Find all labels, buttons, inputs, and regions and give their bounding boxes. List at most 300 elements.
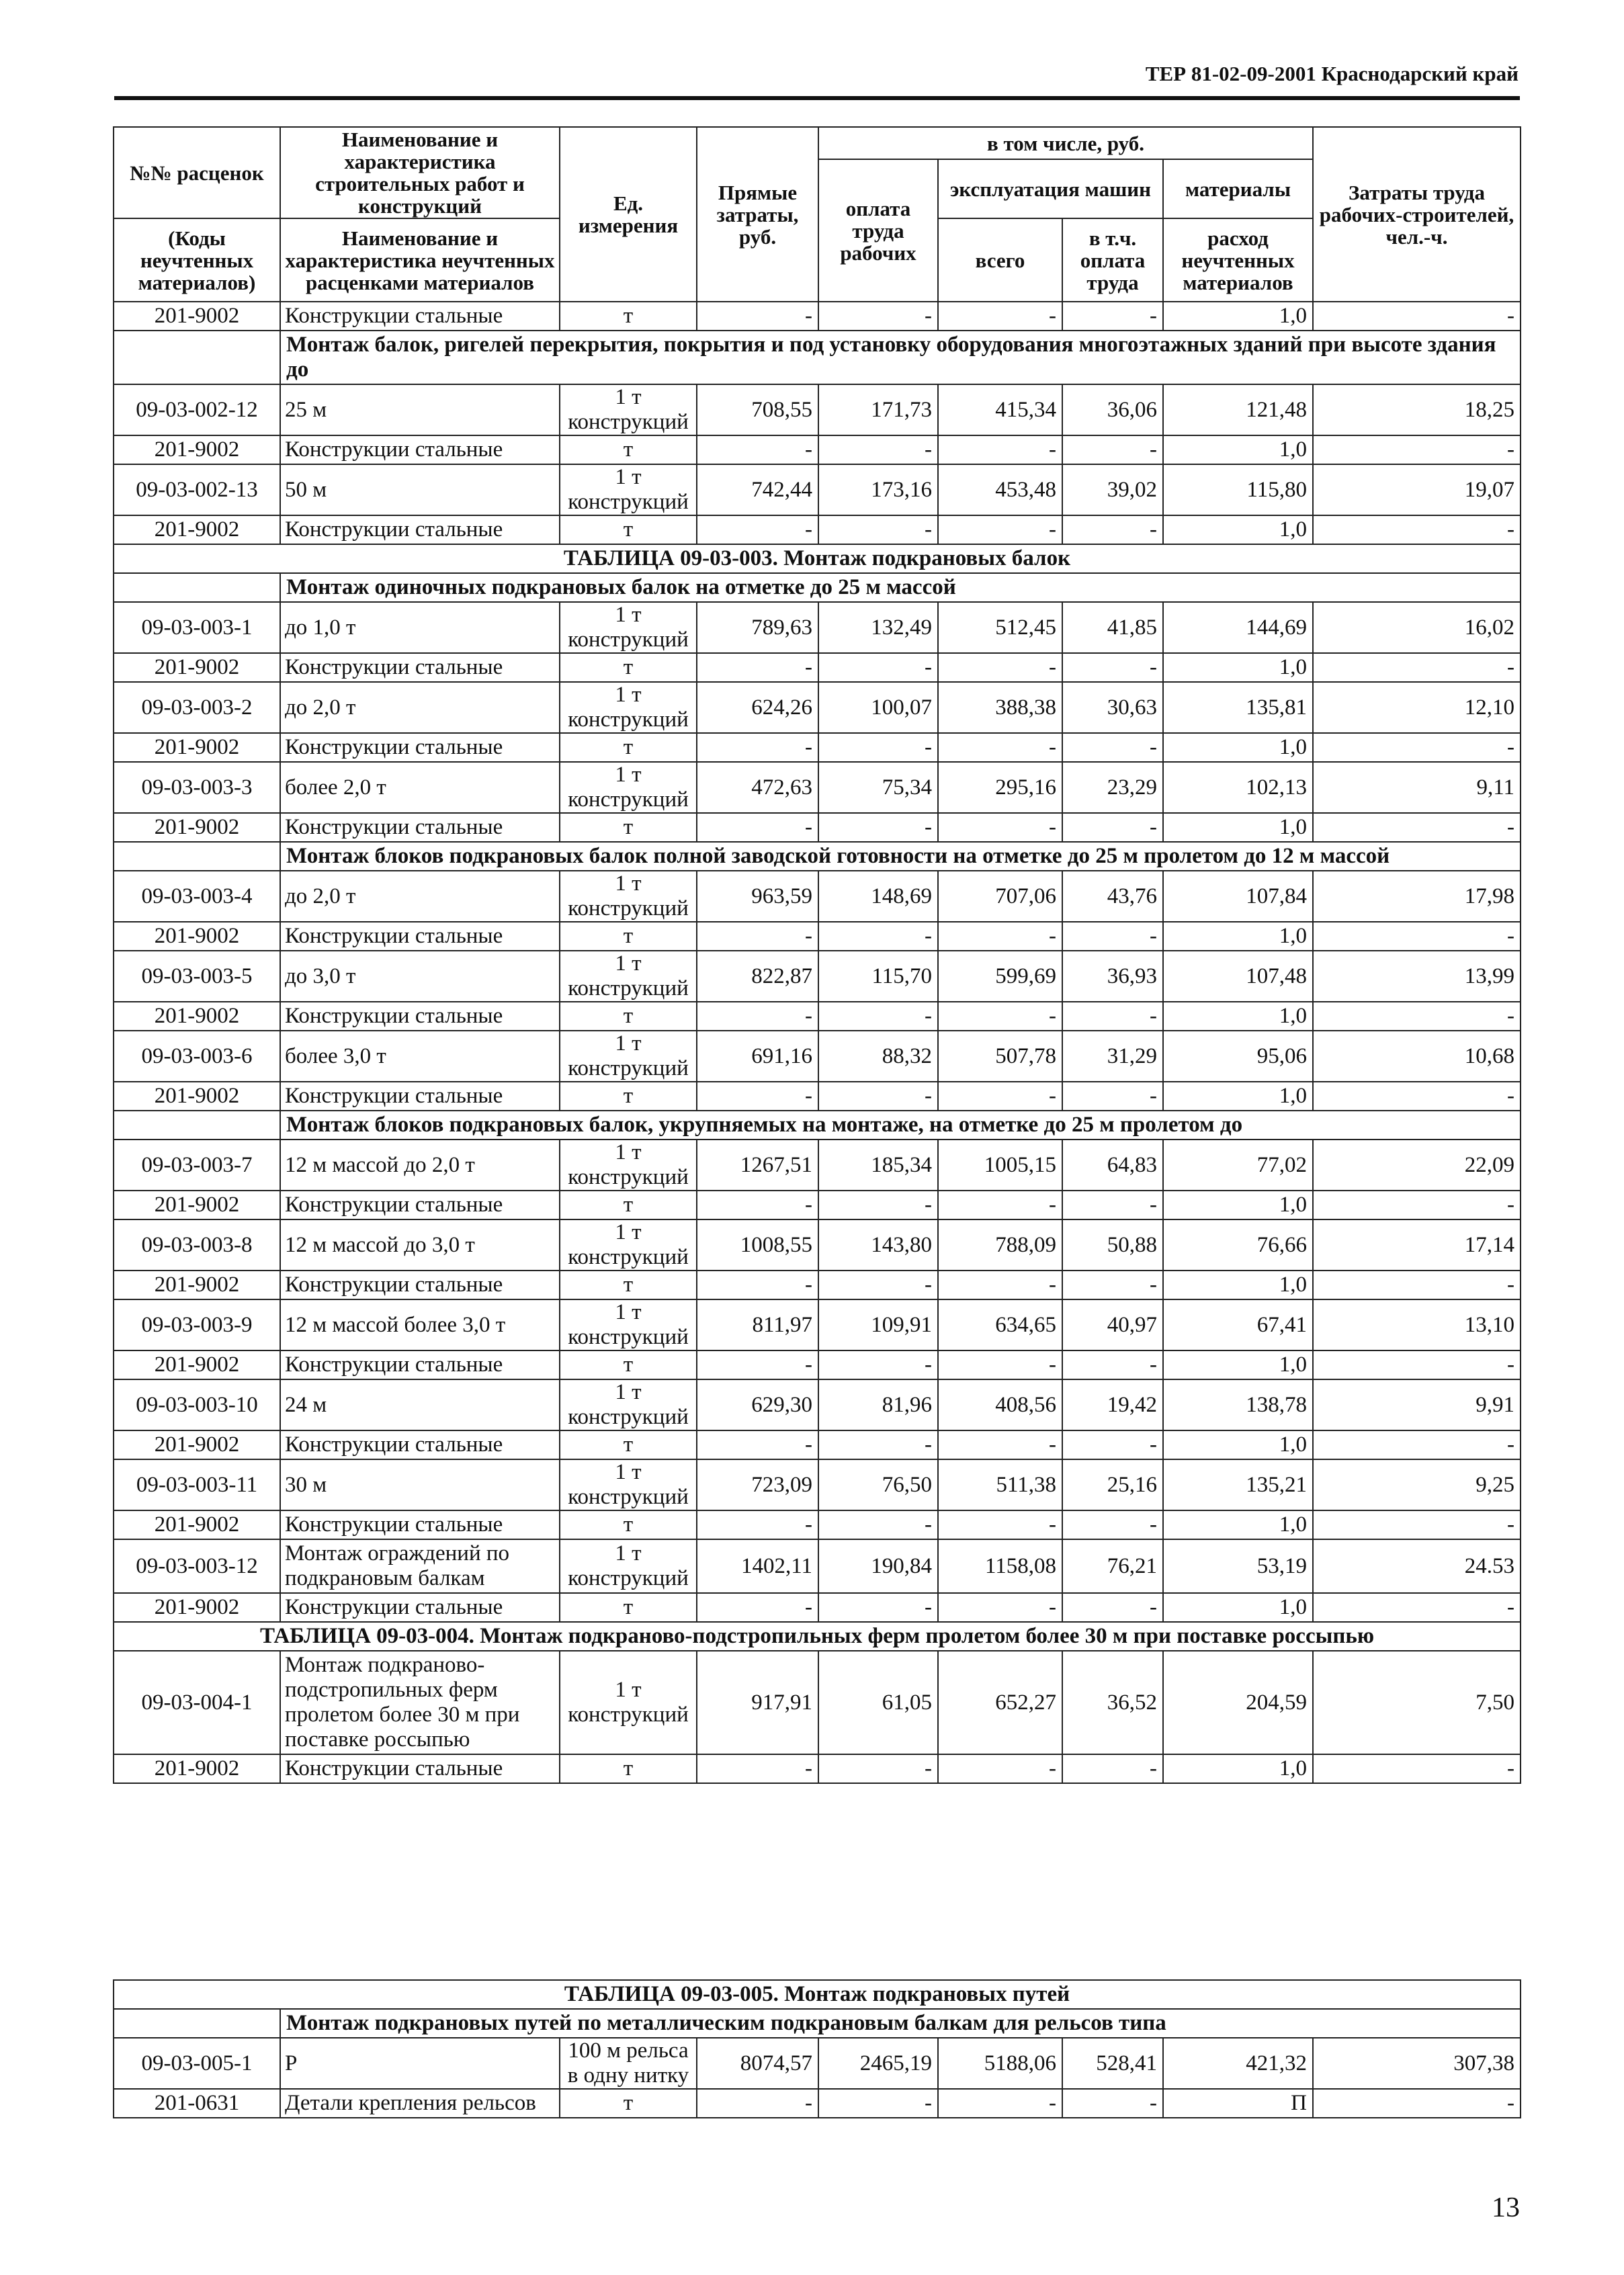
rate-code: 09-03-003-5 [114, 951, 280, 1002]
section-title: Монтаж блоков подкрановых балок полной заводской готовности на отметке до 25 м пролетом до 12 м массой [280, 842, 1521, 871]
header-incl: в том числе, руб. [818, 127, 1313, 159]
machines-total-cell: - [938, 813, 1062, 842]
machines-labor-cell: - [1062, 813, 1163, 842]
machines-labor-cell: 64,83 [1062, 1140, 1163, 1191]
unit-cell: т [560, 1271, 697, 1299]
work-name: до 3,0 т [280, 951, 560, 1002]
material-row [114, 1350, 1521, 1379]
machines-total-cell: - [938, 2089, 1062, 2118]
labor-pay-cell: - [818, 733, 938, 762]
material-row [114, 1754, 1521, 1783]
labor-pay-cell: - [818, 813, 938, 842]
material-row [114, 1191, 1521, 1219]
labor-pay-cell: 143,80 [818, 1219, 938, 1271]
rate-code: 09-03-003-6 [114, 1031, 280, 1082]
rate-code: 09-03-003-1 [114, 602, 280, 653]
rate-code: 09-03-003-3 [114, 762, 280, 813]
labor-pay-cell: - [818, 515, 938, 544]
material-name: Конструкции стальные [280, 653, 560, 682]
unit-cell: т [560, 1082, 697, 1111]
direct-costs-cell: - [697, 922, 818, 951]
labor-hours-cell: - [1313, 515, 1521, 544]
unit-cell: 1 т конструкций [560, 602, 697, 653]
direct-costs-cell: 1267,51 [697, 1140, 818, 1191]
unit-cell: т [560, 1350, 697, 1379]
rate-row [114, 464, 1521, 515]
rate-code: 09-03-002-13 [114, 464, 280, 515]
machines-total-cell: 415,34 [938, 384, 1062, 435]
materials-cell: 1,0 [1163, 1082, 1313, 1111]
unit-cell: 1 т конструкций [560, 1459, 697, 1510]
materials-cell: 1,0 [1163, 733, 1313, 762]
materials-cell: 67,41 [1163, 1299, 1313, 1350]
unit-cell: т [560, 1754, 697, 1783]
unit-cell: 1 т конструкций [560, 1651, 697, 1754]
material-code: 201-9002 [114, 1350, 280, 1379]
machines-total-cell: - [938, 1593, 1062, 1622]
labor-hours-cell: 24.53 [1313, 1539, 1521, 1593]
running-header: ТЕР 81-02-09-2001 Краснодарский край [1145, 62, 1519, 85]
material-code: 201-9002 [114, 1754, 280, 1783]
direct-costs-cell: - [697, 2089, 818, 2118]
direct-costs-cell: 811,97 [697, 1299, 818, 1350]
materials-cell: 1,0 [1163, 653, 1313, 682]
material-name: Конструкции стальные [280, 813, 560, 842]
rate-row [114, 951, 1521, 1002]
labor-hours-cell: 9,25 [1313, 1459, 1521, 1510]
machines-total-cell: - [938, 733, 1062, 762]
labor-pay-cell: - [818, 1082, 938, 1111]
material-row [114, 1271, 1521, 1299]
labor-hours-cell: - [1313, 302, 1521, 331]
unit-cell: 1 т конструкций [560, 871, 697, 922]
unit-cell: т [560, 2089, 697, 2118]
machines-labor-cell: - [1062, 515, 1163, 544]
unit-cell: 1 т конструкций [560, 464, 697, 515]
work-name: Монтаж подкраново-подстропильных ферм пролетом более 30 м при поставке россыпью [280, 1651, 560, 1754]
machines-labor-cell: 528,41 [1062, 2038, 1163, 2089]
labor-pay-cell: - [818, 1754, 938, 1783]
materials-cell: 1,0 [1163, 302, 1313, 331]
header-name-top: Наименование и характеристика строительных работ и конструкций [280, 127, 560, 218]
section-heading-row [114, 842, 1521, 871]
labor-pay-cell: 100,07 [818, 682, 938, 733]
section-heading-row [114, 573, 1521, 602]
direct-costs-cell: 742,44 [697, 464, 818, 515]
machines-labor-cell: 36,93 [1062, 951, 1163, 1002]
unit-cell: т [560, 302, 697, 331]
direct-costs-cell: - [697, 1082, 818, 1111]
labor-pay-cell: 173,16 [818, 464, 938, 515]
unit-cell: т [560, 922, 697, 951]
materials-cell: 1,0 [1163, 1510, 1313, 1539]
material-code: 201-9002 [114, 1191, 280, 1219]
material-row [114, 813, 1521, 842]
materials-cell: 107,48 [1163, 951, 1313, 1002]
labor-pay-cell: 75,34 [818, 762, 938, 813]
materials-cell: П [1163, 2089, 1313, 2118]
machines-total-cell: - [938, 1510, 1062, 1539]
work-name: 50 м [280, 464, 560, 515]
materials-cell: 1,0 [1163, 1430, 1313, 1459]
section-heading-row [114, 1111, 1521, 1140]
machines-labor-cell: - [1062, 1430, 1163, 1459]
machines-total-cell: - [938, 515, 1062, 544]
work-name: 12 м массой до 3,0 т [280, 1219, 560, 1271]
work-name: 12 м массой до 2,0 т [280, 1140, 560, 1191]
header-machines-total: всего [938, 218, 1062, 302]
labor-hours-cell: - [1313, 1430, 1521, 1459]
material-name: Конструкции стальные [280, 922, 560, 951]
rate-row [114, 762, 1521, 813]
machines-total-cell: 5188,06 [938, 2038, 1062, 2089]
machines-total-cell: - [938, 1430, 1062, 1459]
rate-row [114, 2038, 1521, 2089]
direct-costs-cell: 1402,11 [697, 1539, 818, 1593]
table-heading-row [114, 1622, 1521, 1651]
direct-costs-cell: - [697, 1510, 818, 1539]
work-name: Р [280, 2038, 560, 2089]
material-code: 201-9002 [114, 922, 280, 951]
labor-hours-cell: - [1313, 1510, 1521, 1539]
material-code: 201-9002 [114, 653, 280, 682]
table-heading-row [114, 1980, 1521, 2009]
rate-row [114, 1219, 1521, 1271]
work-name: 30 м [280, 1459, 560, 1510]
rate-row [114, 1539, 1521, 1593]
unit-cell: 1 т конструкций [560, 951, 697, 1002]
work-name: до 2,0 т [280, 682, 560, 733]
direct-costs-cell: - [697, 1191, 818, 1219]
machines-total-cell: 511,38 [938, 1459, 1062, 1510]
labor-hours-cell: 18,25 [1313, 384, 1521, 435]
materials-cell: 115,80 [1163, 464, 1313, 515]
materials-cell: 121,48 [1163, 384, 1313, 435]
direct-costs-cell: - [697, 1271, 818, 1299]
materials-cell: 1,0 [1163, 813, 1313, 842]
material-row [114, 2089, 1521, 2118]
material-row [114, 653, 1521, 682]
rate-code: 09-03-003-10 [114, 1379, 280, 1430]
machines-total-cell: - [938, 1271, 1062, 1299]
rate-row [114, 384, 1521, 435]
material-name: Конструкции стальные [280, 435, 560, 464]
materials-cell: 138,78 [1163, 1379, 1313, 1430]
machines-labor-cell: - [1062, 302, 1163, 331]
labor-pay-cell: - [818, 1350, 938, 1379]
labor-pay-cell: 132,49 [818, 602, 938, 653]
machines-labor-cell: - [1062, 2089, 1163, 2118]
rate-row [114, 1379, 1521, 1430]
materials-cell: 76,66 [1163, 1219, 1313, 1271]
rate-row [114, 1651, 1521, 1754]
labor-pay-cell: 171,73 [818, 384, 938, 435]
unit-cell: т [560, 1593, 697, 1622]
rate-code: 09-03-003-8 [114, 1219, 280, 1271]
machines-labor-cell: 50,88 [1062, 1219, 1163, 1271]
labor-hours-cell: 13,99 [1313, 951, 1521, 1002]
labor-hours-cell: 13,10 [1313, 1299, 1521, 1350]
materials-cell: 1,0 [1163, 922, 1313, 951]
labor-hours-cell: - [1313, 1754, 1521, 1783]
machines-labor-cell: - [1062, 1754, 1163, 1783]
material-name: Детали крепления рельсов [280, 2089, 560, 2118]
materials-cell: 53,19 [1163, 1539, 1313, 1593]
direct-costs-cell: - [697, 1430, 818, 1459]
header-direct-costs: Прямые затраты, руб. [697, 127, 818, 302]
labor-hours-cell: 307,38 [1313, 2038, 1521, 2089]
empty-cell [114, 331, 280, 384]
machines-total-cell: - [938, 435, 1062, 464]
unit-cell: т [560, 1430, 697, 1459]
empty-cell [114, 1111, 280, 1140]
materials-cell: 144,69 [1163, 602, 1313, 653]
empty-cell [114, 573, 280, 602]
labor-pay-cell: - [818, 653, 938, 682]
rate-code: 09-03-004-1 [114, 1651, 280, 1754]
machines-labor-cell: 43,76 [1062, 871, 1163, 922]
machines-total-cell: 1005,15 [938, 1140, 1062, 1191]
labor-hours-cell: - [1313, 1593, 1521, 1622]
rate-row [114, 602, 1521, 653]
unit-cell: т [560, 653, 697, 682]
machines-total-cell: 507,78 [938, 1031, 1062, 1082]
header-code-bottom: (Коды неучтенных материалов) [114, 218, 280, 302]
labor-pay-cell: - [818, 1430, 938, 1459]
work-name: до 1,0 т [280, 602, 560, 653]
material-row [114, 922, 1521, 951]
machines-labor-cell: - [1062, 1271, 1163, 1299]
unit-cell: 1 т конструкций [560, 1219, 697, 1271]
material-code: 201-9002 [114, 1082, 280, 1111]
labor-hours-cell: 10,68 [1313, 1031, 1521, 1082]
labor-pay-cell: - [818, 302, 938, 331]
machines-total-cell: - [938, 1754, 1062, 1783]
material-code: 201-9002 [114, 733, 280, 762]
direct-costs-cell: 8074,57 [697, 2038, 818, 2089]
machines-labor-cell: 25,16 [1062, 1459, 1163, 1510]
material-row [114, 1082, 1521, 1111]
work-name: до 2,0 т [280, 871, 560, 922]
machines-total-cell: 408,56 [938, 1379, 1062, 1430]
direct-costs-cell: - [697, 813, 818, 842]
machines-total-cell: 388,38 [938, 682, 1062, 733]
materials-cell: 1,0 [1163, 1002, 1313, 1031]
header-code-top: №№ расценок [114, 127, 280, 218]
direct-costs-cell: - [697, 1754, 818, 1783]
material-name: Конструкции стальные [280, 302, 560, 331]
direct-costs-cell: - [697, 515, 818, 544]
machines-labor-cell: 36,06 [1062, 384, 1163, 435]
material-name: Конструкции стальные [280, 1191, 560, 1219]
machines-total-cell: 295,16 [938, 762, 1062, 813]
material-code: 201-9002 [114, 1002, 280, 1031]
rate-code: 09-03-003-9 [114, 1299, 280, 1350]
material-row [114, 435, 1521, 464]
labor-hours-cell: - [1313, 1271, 1521, 1299]
machines-labor-cell: - [1062, 922, 1163, 951]
direct-costs-cell: 822,87 [697, 951, 818, 1002]
materials-cell: 421,32 [1163, 2038, 1313, 2089]
material-row [114, 515, 1521, 544]
material-name: Конструкции стальные [280, 1593, 560, 1622]
labor-hours-cell: - [1313, 653, 1521, 682]
direct-costs-cell: - [697, 1593, 818, 1622]
material-code: 201-9002 [114, 515, 280, 544]
material-name: Конструкции стальные [280, 1754, 560, 1783]
rate-row [114, 1140, 1521, 1191]
header-machines: эксплуатация машин [938, 159, 1163, 218]
work-name: 12 м массой более 3,0 т [280, 1299, 560, 1350]
machines-total-cell: 512,45 [938, 602, 1062, 653]
direct-costs-cell: - [697, 733, 818, 762]
machines-total-cell: - [938, 1350, 1062, 1379]
unit-cell: т [560, 435, 697, 464]
material-name: Конструкции стальные [280, 1350, 560, 1379]
labor-pay-cell: - [818, 2089, 938, 2118]
unit-cell: т [560, 813, 697, 842]
header-materials-unaccounted: расход неучтенных материалов [1163, 218, 1313, 302]
rates-table [113, 126, 1521, 1784]
direct-costs-cell: 472,63 [697, 762, 818, 813]
labor-hours-cell: 16,02 [1313, 602, 1521, 653]
unit-cell: 1 т конструкций [560, 1299, 697, 1350]
unit-cell: 1 т конструкций [560, 384, 697, 435]
labor-hours-cell: 9,11 [1313, 762, 1521, 813]
materials-cell: 1,0 [1163, 1754, 1313, 1783]
labor-hours-cell: 9,91 [1313, 1379, 1521, 1430]
labor-pay-cell: 88,32 [818, 1031, 938, 1082]
machines-total-cell: - [938, 922, 1062, 951]
machines-total-cell: - [938, 302, 1062, 331]
labor-hours-cell: - [1313, 1350, 1521, 1379]
direct-costs-cell: - [697, 302, 818, 331]
machines-labor-cell: 40,97 [1062, 1299, 1163, 1350]
rate-code: 09-03-003-11 [114, 1459, 280, 1510]
rate-row [114, 1299, 1521, 1350]
machines-total-cell: 788,09 [938, 1219, 1062, 1271]
material-code: 201-9002 [114, 302, 280, 331]
labor-pay-cell: - [818, 1271, 938, 1299]
direct-costs-cell: 963,59 [697, 871, 818, 922]
labor-pay-cell: 2465,19 [818, 2038, 938, 2089]
rate-code: 09-03-002-12 [114, 384, 280, 435]
labor-pay-cell: - [818, 1510, 938, 1539]
materials-cell: 1,0 [1163, 1271, 1313, 1299]
header-machines-labor: в т.ч. оплата труда [1062, 218, 1163, 302]
machines-total-cell: - [938, 653, 1062, 682]
machines-labor-cell: - [1062, 1002, 1163, 1031]
machines-labor-cell: - [1062, 653, 1163, 682]
labor-hours-cell: 12,10 [1313, 682, 1521, 733]
rate-code: 09-03-003-12 [114, 1539, 280, 1593]
labor-pay-cell: 76,50 [818, 1459, 938, 1510]
section-title: Монтаж одиночных подкрановых балок на отметке до 25 м массой [280, 573, 1521, 602]
unit-cell: 1 т конструкций [560, 682, 697, 733]
material-row [114, 1593, 1521, 1622]
rate-row [114, 1031, 1521, 1082]
labor-pay-cell: - [818, 1002, 938, 1031]
labor-pay-cell: 185,34 [818, 1140, 938, 1191]
header-unit: Ед. измерения [560, 127, 697, 302]
machines-total-cell: 652,27 [938, 1651, 1062, 1754]
machines-labor-cell: 76,21 [1062, 1539, 1163, 1593]
unit-cell: т [560, 1002, 697, 1031]
machines-total-cell: 707,06 [938, 871, 1062, 922]
table-heading-row [114, 544, 1521, 573]
rate-row [114, 871, 1521, 922]
direct-costs-cell: - [697, 653, 818, 682]
material-name: Конструкции стальные [280, 1510, 560, 1539]
empty-cell [114, 842, 280, 871]
labor-pay-cell: 190,84 [818, 1539, 938, 1593]
direct-costs-cell: 723,09 [697, 1459, 818, 1510]
rate-code: 09-03-003-4 [114, 871, 280, 922]
machines-labor-cell: 30,63 [1062, 682, 1163, 733]
labor-hours-cell: 17,98 [1313, 871, 1521, 922]
rate-code: 09-03-003-2 [114, 682, 280, 733]
material-code: 201-0631 [114, 2089, 280, 2118]
rate-code: 09-03-005-1 [114, 2038, 280, 2089]
materials-cell: 135,21 [1163, 1459, 1313, 1510]
header-rule [114, 96, 1520, 100]
machines-total-cell: - [938, 1191, 1062, 1219]
table-title: ТАБЛИЦА 09-03-003. Монтаж подкрановых балок [114, 544, 1521, 573]
materials-cell: 107,84 [1163, 871, 1313, 922]
direct-costs-cell: 708,55 [697, 384, 818, 435]
labor-pay-cell: - [818, 922, 938, 951]
direct-costs-cell: - [697, 1002, 818, 1031]
section-title: Монтаж блоков подкрановых балок, укрупняемых на монтаже, на отметке до 25 м пролетом до [280, 1111, 1521, 1140]
labor-hours-cell: 22,09 [1313, 1140, 1521, 1191]
machines-labor-cell: - [1062, 1191, 1163, 1219]
labor-hours-cell: - [1313, 1002, 1521, 1031]
material-code: 201-9002 [114, 813, 280, 842]
rates-table-2 [113, 1979, 1521, 2118]
labor-hours-cell: - [1313, 733, 1521, 762]
direct-costs-cell: - [697, 435, 818, 464]
unit-cell: 1 т конструкций [560, 1140, 697, 1191]
machines-labor-cell: - [1062, 733, 1163, 762]
machines-labor-cell: 19,42 [1062, 1379, 1163, 1430]
materials-cell: 204,59 [1163, 1651, 1313, 1754]
labor-hours-cell: - [1313, 1191, 1521, 1219]
machines-total-cell: - [938, 1082, 1062, 1111]
materials-cell: 1,0 [1163, 515, 1313, 544]
material-row [114, 733, 1521, 762]
materials-cell: 77,02 [1163, 1140, 1313, 1191]
material-name: Конструкции стальные [280, 1430, 560, 1459]
section-title: Монтаж подкрановых путей по металлическим подкрановым балкам для рельсов типа [280, 2009, 1521, 2038]
machines-labor-cell: 23,29 [1062, 762, 1163, 813]
labor-pay-cell: 109,91 [818, 1299, 938, 1350]
header-labor-hours: Затраты труда рабочих-строителей, чел.-ч. [1313, 127, 1521, 302]
header-materials: материалы [1163, 159, 1313, 218]
labor-pay-cell: 115,70 [818, 951, 938, 1002]
work-name: более 2,0 т [280, 762, 560, 813]
machines-labor-cell: 31,29 [1062, 1031, 1163, 1082]
labor-hours-cell: - [1313, 922, 1521, 951]
labor-hours-cell: 19,07 [1313, 464, 1521, 515]
header-name-bottom: Наименование и характеристика неучтенных расценками материалов [280, 218, 560, 302]
direct-costs-cell: 917,91 [697, 1651, 818, 1754]
section-heading-row [114, 2009, 1521, 2038]
direct-costs-cell: - [697, 1350, 818, 1379]
labor-pay-cell: 148,69 [818, 871, 938, 922]
work-name: более 3,0 т [280, 1031, 560, 1082]
machines-labor-cell: - [1062, 1510, 1163, 1539]
direct-costs-cell: 789,63 [697, 602, 818, 653]
